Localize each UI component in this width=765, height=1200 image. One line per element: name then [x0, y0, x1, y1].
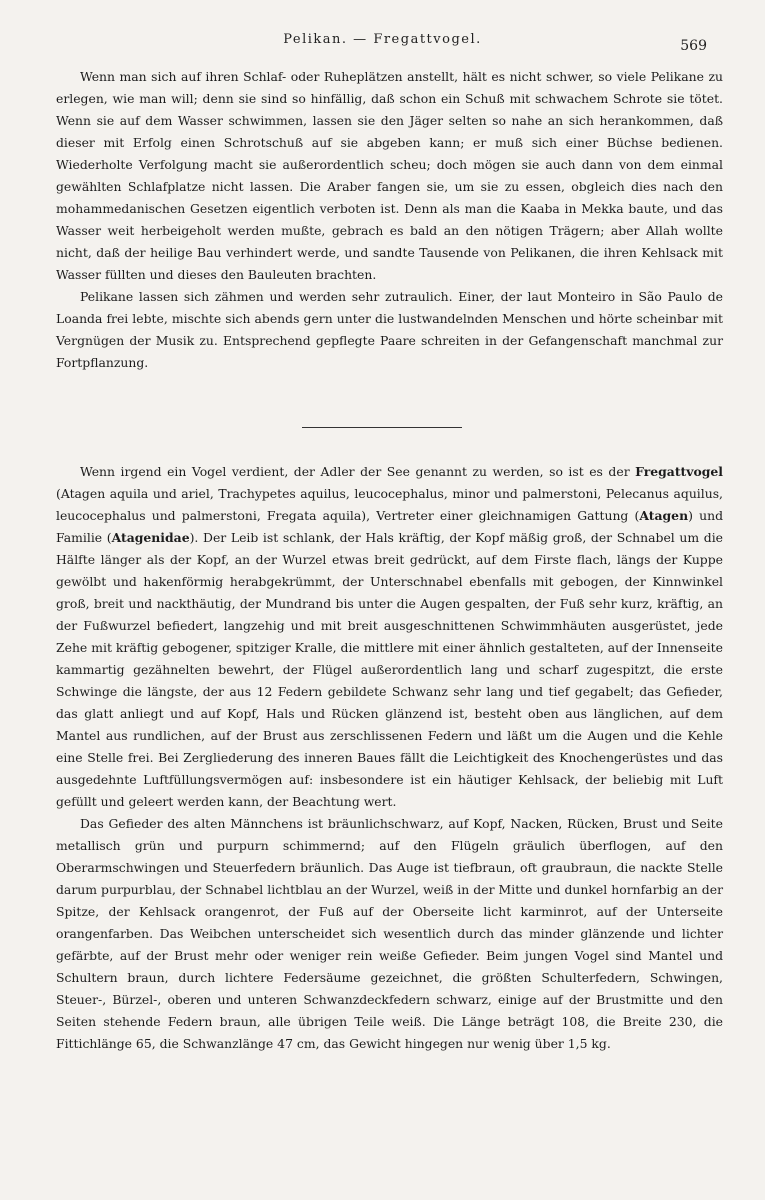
species-name: Fregattvogel [635, 464, 723, 479]
fregattvogel-paragraph-2: Das Gefieder des alten Männchens ist bräunlichschwarz, auf Kopf, Nacken, Rücken, Brust und Seite metallisch grün und purpurn schimmernd; auf den Flügeln gräulich überflogen, auf den Oberarmschwingen und Steuerfedern bräunlich. Das Auge ist tiefbraun, oft graubraun, die nackte Stelle darum purpurblau, der Schnabel lichtblau an der Wurzel, weiß in der Mitte und dunkel hornfarbig an der Spitze, der Kehlsack orangenrot, der Fuß auf der Oberseite licht karminrot, auf der Unterseite orangenfarben. Das Weibchen unterscheidet sich wesentlich durch das minder glänzende und lichter gefärbte, auf der Brust mehr oder weniger rein weiße Gefieder. Beim jungen Vogel sind Mantel und Schultern braun, durch lichtere Federsäume gezeichnet, die größten Schulterfedern, Schwingen, Steuer-, Bürzel-, oberen und unteren Schwanzdeckfedern schwarz, einige auf der Brustmitte und den Seiten stehende Federn braun, alle übrigen Teile weiß. Die Länge beträgt 108, die Breite 230, die Fittichlänge 65, die Schwanzlänge 47 cm, das Gewicht hingegen nur wenig über 1,5 kg. [56, 816, 723, 1051]
pelikan-paragraph-1: Wenn man sich auf ihren Schlaf- oder Ruheplätzen anstellt, hält es nicht schwer, so viele Pelikane zu erlegen, wie man will; denn sie sind so hinfällig, daß schon ein Schuß mit schwachem Schrote sie tötet. Wenn sie auf dem Wasser schwimmen, lassen sie den Jäger selten so nahe an sich herankommen, daß dieser mit Erfolg einen Schrotschuß auf sie abgeben kann; er muß sich einer Büchse bedienen. Wiederholte Verfolgung macht sie außerordentlich scheu; doch mögen sie auch dann von dem einmal gewählten Schlafplatze nicht lassen. Die Araber fangen sie, um sie zu essen, obgleich dies nach den mohammedanischen Gesetzen eigentlich verboten ist. Denn als man die Kaaba in Mekka baute, und das Wasser weit herbeigeholt werden mußte, gebrach es bald an den nötigen Trägern; aber Allah wollte nicht, daß der heilige Bau verhindert werde, und sandte Tausende von Pelikanen, die ihren Kehlsack mit Wasser füllten und dieses den Bauleuten brachten. [56, 69, 723, 282]
description-text: ). Der Leib ist schlank, der Hals kräftig, der Kopf mäßig groß, der Schnabel um die Hälfte länger als der Kopf, an der Wurzel etwas breit gedrückt, auf dem Firste flach, längs der Kuppe gewölbt und hakenförmig herabgekrümmt, der Unterschnabel ebenfalls mit gebogen, der Kinnwinkel groß, breit und nackthäutig, der Mundrand bis unter die Augen gespalten, der Fuß sehr kurz, kräftig, an der Fußwurzel befiedert, langzehig und mit breit ausgeschnittenen Schwimmhäuten ausgerüstet, jede Zehe mit kräftig gebogener, spitziger Kralle, die mittlere mit einer ähnlich gestalteten, auf der Innenseite kammartig gezähnelten bewehrt, der Flügel außerordentlich lang und scharf zugespitzt, die erste Schwinge die längste, der aus 12 Federn gebildete Schwanz sehr lang und tief gegabelt; das Gefieder, das glatt anliegt und auf Kopf, Hals und Rücken glänzend ist, besteht oben aus länglichen, auf dem Mantel aus rundlichen, auf der Brust aus zerschlissenen Federn und läßt um die Augen und die Kehle eine Stelle frei. Bei Zergliederung des inneren Baues fällt die Leichtigkeit des Knochengerüstes und das ausgedehnte Luftfüllungsvermögen auf: insbesondere ist ein häutiger Kehlsack, der beliebig mit Luft gefüllt und geleert werden kann, der Beachtung wert. [56, 530, 723, 809]
running-head: Pelikan. — Fregattvogel. [283, 32, 482, 47]
family-name: Atagenidae [111, 530, 190, 545]
section-divider [302, 427, 462, 428]
pelikan-paragraph-2: Pelikane lassen sich zähmen und werden sehr zutraulich. Einer, der laut Monteiro in São Paulo de Loanda frei lebte, mischte sich abends gern unter die lustwandelnden Menschen und hörte scheinbar mit Vergnügen der Musik zu. Entsprechend gepflegte Paare schreiten in der Gefangenschaft manchmal zur Fortpflanzung. [56, 289, 723, 370]
synonyms-text: (Atagen aquila und ariel, Trachypetes aquilus, leucocephalus, minor und palmerstoni, Pelecanus aquilus, leucocephalus und palmerstoni, Fregata aquila), Vertreter einer gleichnamigen Gattung ( [56, 486, 723, 523]
intro-text: Wenn irgend ein Vogel verdient, der Adler der See genannt zu werden, so ist es der [80, 464, 630, 479]
fregattvogel-section [56, 461, 723, 1055]
page-number: 569 [680, 38, 707, 54]
family-prefix: ) und Familie ( [56, 508, 723, 545]
pelikan-section [56, 66, 723, 374]
fregattvogel-paragraph-1 [56, 461, 723, 813]
genus-name: Atagen [639, 508, 689, 523]
